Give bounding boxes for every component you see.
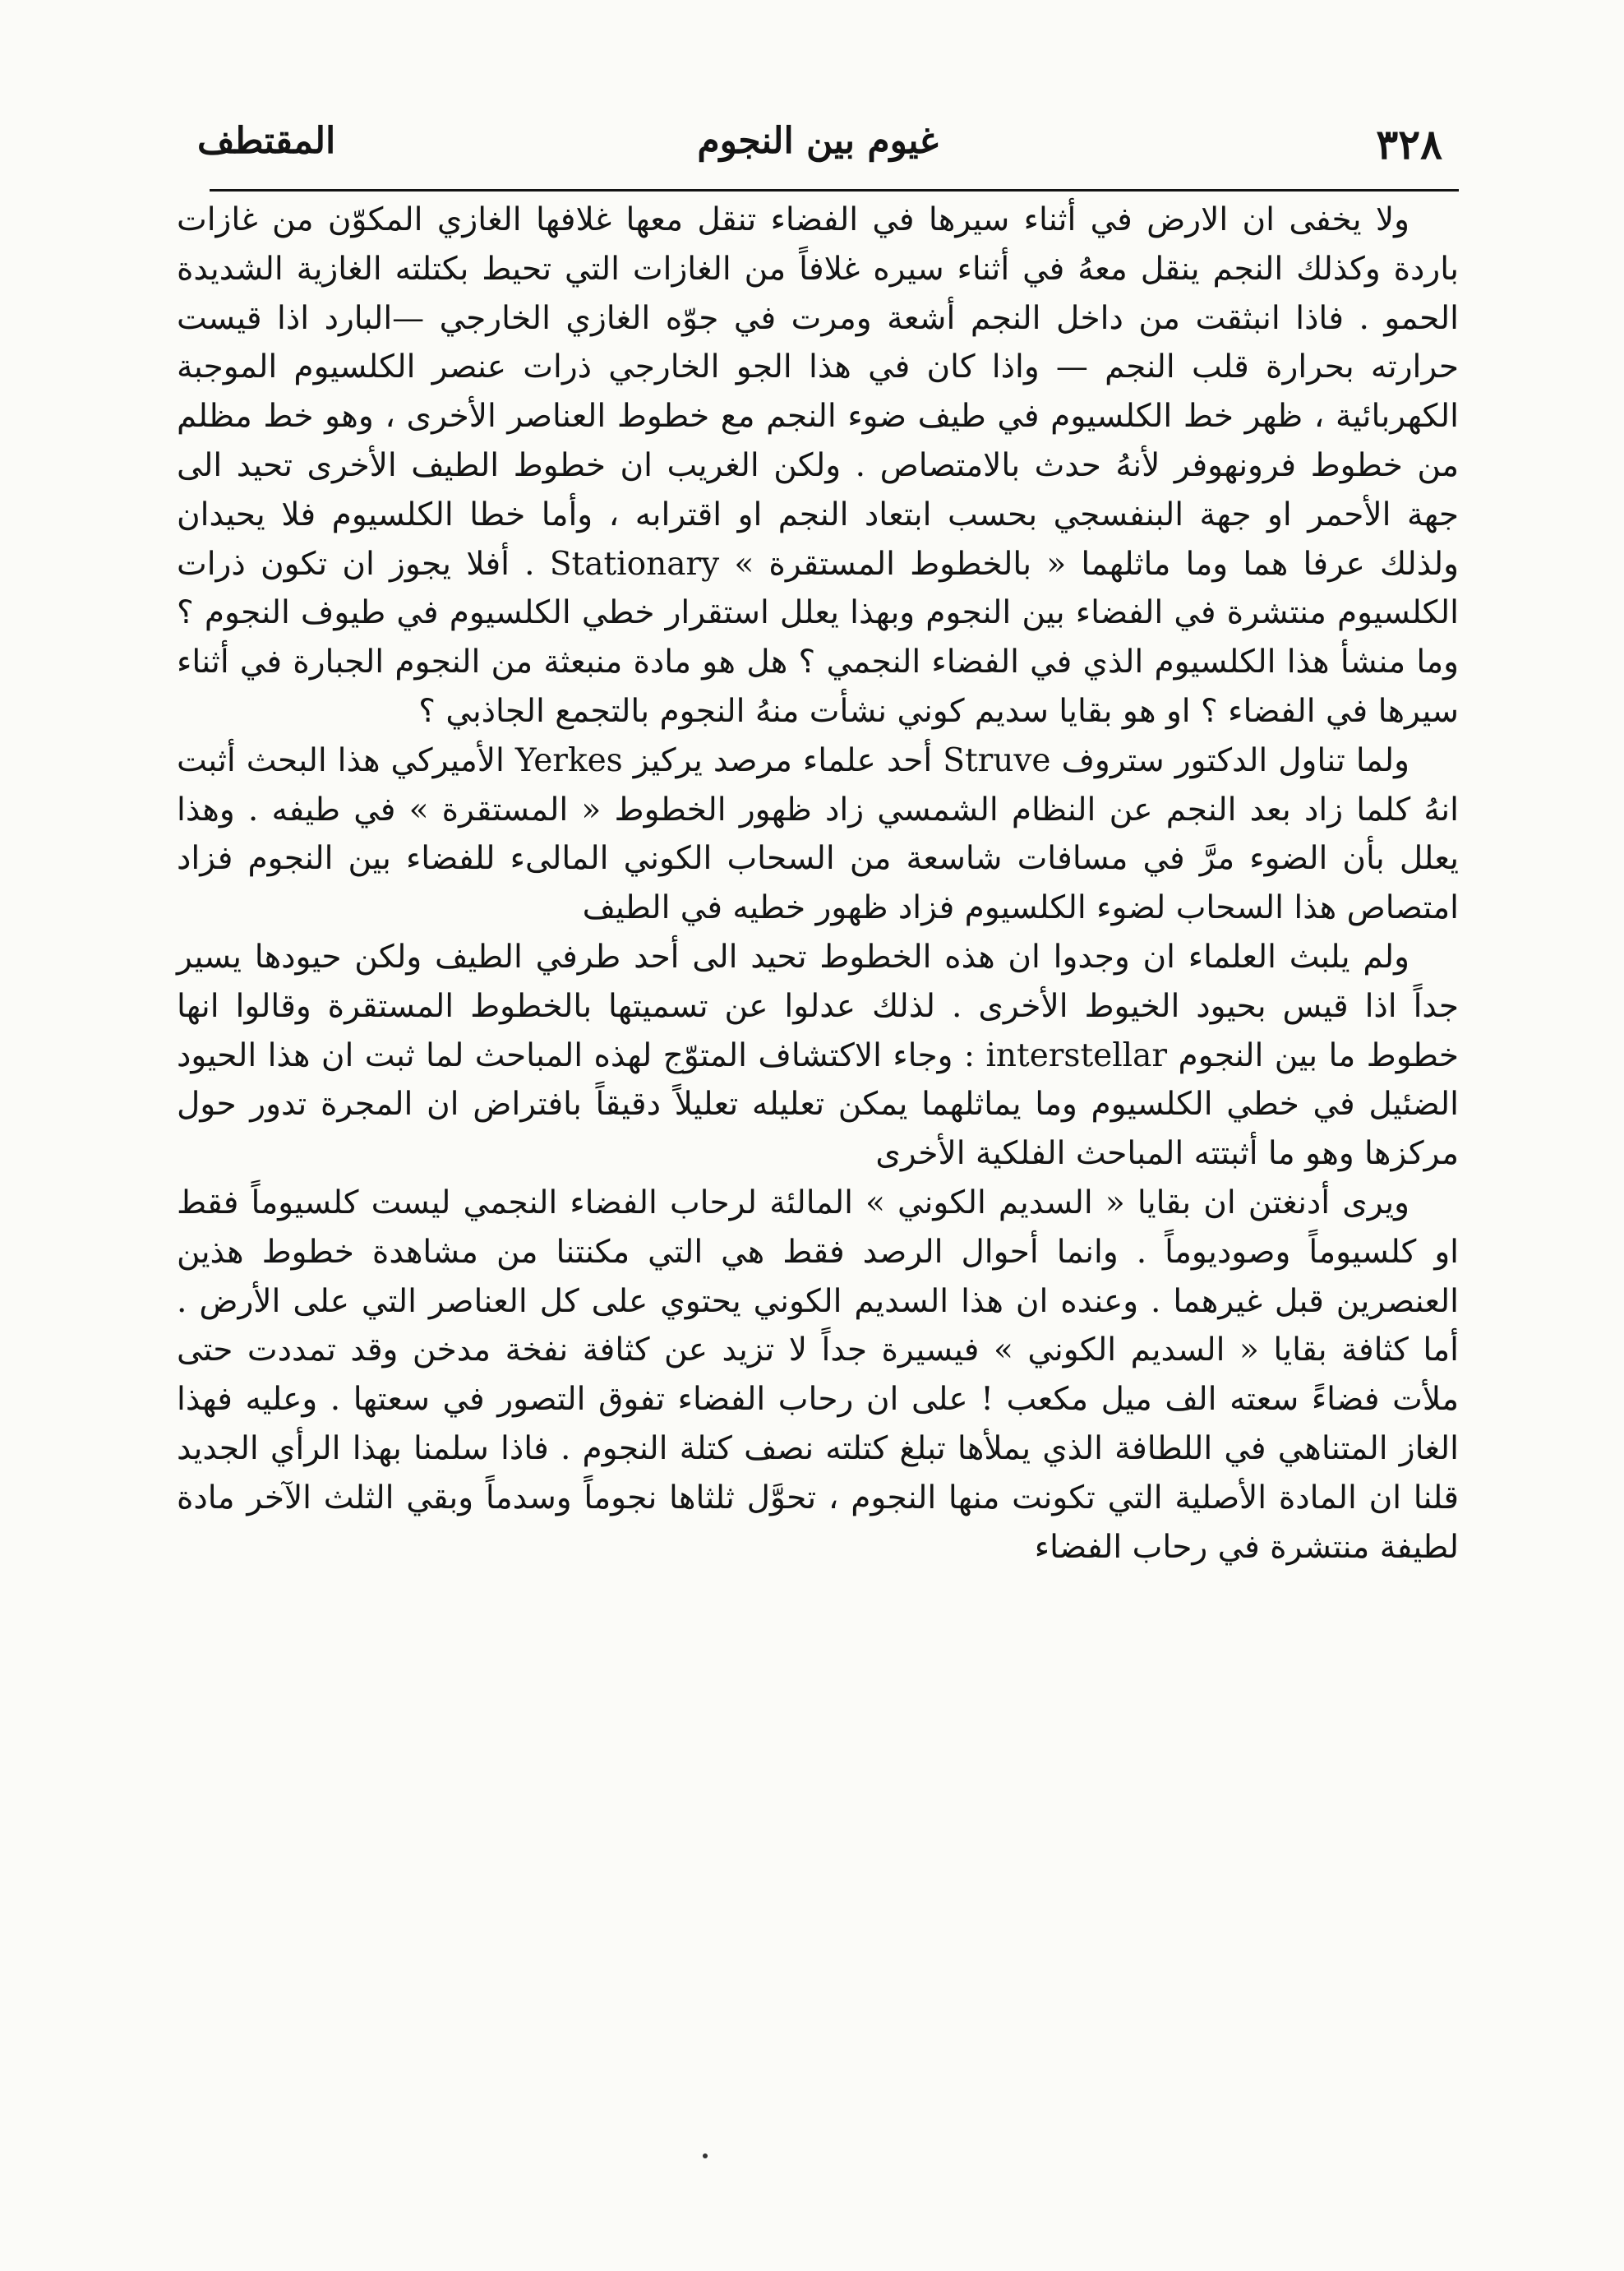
page-number: ٣٢٨ — [1376, 120, 1442, 168]
paragraph — [177, 1179, 1459, 1572]
paragraph-text: الأميركي هذا البحث أثبت انهُ كلما زاد بعد النجم عن النظام الشمسي زاد ظهور الخطوط « المستقرة » في طيفه . وهذا يعلل بأن الضوء مرَّ في مسافات شاسعة من السحاب الكوني المالىء للفضاء بين النجوم فزاد امتصاص هذا السحاب لضوء الكلسيوم فزاد ظهور خطيه في الطيف — [177, 741, 1459, 927]
running-title: غيوم بين النجوم — [697, 120, 939, 162]
journal-name: المقتطف — [197, 120, 336, 162]
paragraph-text: ويرى أدنغتن ان بقايا « السديم الكوني » المالئة لرحاب الفضاء النجمي ليست كلسيوماً فقط او كلسيوماً وصوديوماً . وانما أحوال الرصد فقط هي التي مكنتنا من مشاهدة خطوط هذين العنصرين قبل غيرهما . وعنده ان هذا السديم الكوني يحتوي على كل العناصر التي على الأرض . أما كثافة بقايا « السديم الكوني » فيسيرة جداً لا تزيد عن كثافة نفخة مدخن وقد تمددت حتى ملأت فضاءً سعته الف ميل مكعب ! على ان رحاب الفضاء تفوق التصور في سعتها . وعليه فهذا الغاز المتناهي في اللطافة الذي يملأها تبلغ كتلته نصف كتلة النجوم . فاذا سلمنا بهذا الرأي الجديد قلنا ان المادة الأصلية التي تكونت منها النجوم ، تحوَّل ثلثاها نجوماً وسدماً وبقي الثلث الآخر مادة لطيفة منتشرة في رحاب الفضاء — [177, 1184, 1459, 1566]
paragraph-text: ولم يلبث العلماء ان وجدوا ان هذه الخطوط تحيد الى أحد طرفي الطيف ولكن حيودها يسير جداً اذا قيس بحيود الخيوط الأخرى . لذلك عدلوا عن تسميتها بالخطوط المستقرة وقالوا انها خطوط ما بين النجوم — [177, 938, 1459, 1074]
paragraph-text: : وجاء الاكتشاف المتوّج لهذه المباحث لما ثبت ان هذا الحيود الضئيل في خطي الكلسيوم وما يماثلهما يمكن تعليله تعليلاً دقيقاً بافتراض ان المجرة تدور حول مركزها وهو ما أثبتته المباحث الفلكية الأخرى — [177, 1036, 1459, 1173]
print-speck — [703, 2153, 708, 2158]
running-header — [177, 105, 1459, 179]
paragraph — [177, 933, 1459, 1179]
page — [177, 105, 1459, 2209]
paragraph-text: ولما تناول الدكتور ستروف — [1061, 741, 1410, 779]
latin-term: Yerkes — [514, 741, 623, 779]
latin-term: interstellar — [985, 1036, 1168, 1074]
paragraph-text: . أفلا يجوز ان تكون ذرات الكلسيوم منتشرة في الفضاء بين النجوم وبهذا يعلل استقرار خطي الكلسيوم في طيوف النجوم ؟ وما منشأ هذا الكلسيوم الذي في الفضاء النجمي ؟ هل هو مادة منبعثة من النجوم الجبارة في أثناء سيرها في الفضاء ؟ او هو بقايا سديم كوني نشأت منهُ النجوم بالتجمع الجاذبي ؟ — [177, 545, 1459, 730]
article-body — [177, 196, 1459, 1572]
header-rule — [210, 189, 1459, 192]
paragraph-text: أحد علماء مرصد يركيز — [633, 741, 933, 779]
paragraph — [177, 196, 1459, 736]
latin-term: Struve — [943, 741, 1051, 779]
paragraph-text: ولا يخفى ان الارض في أثناء سيرها في الفضاء تنقل معها غلافها الغازي المكوّن من غازات باردة وكذلك النجم ينقل معهُ في أثناء سيره غلافاً من الغازات التي تحيط بكتلته الغازية الشديدة الحمو . فاذا انبثقت من داخل النجم أشعة ومرت في جوّه الغازي الخارجي —البارد اذا قيست حرارته بحرارة قلب النجم — واذا كان في هذا الجو الخارجي ذرات عنصر الكلسيوم الموجبة الكهربائية ، ظهر خط الكلسيوم في طيف ضوء النجم مع خطوط العناصر الأخرى ، وهو خط مظلم من خطوط فرونهوفر لأنهُ حدث بالامتصاص . ولكن الغريب ان خطوط الطيف الأخرى تحيد الى جهة الأحمر او جهة البنفسجي بحسب ابتعاد النجم او اقترابه ، وأما خطا الكلسيوم فلا يحيدان ولذلك عرفا هما وما ماثلهما « بالخطوط المستقرة » — [177, 201, 1459, 583]
paragraph — [177, 736, 1459, 933]
latin-term: Stationary — [549, 545, 720, 583]
